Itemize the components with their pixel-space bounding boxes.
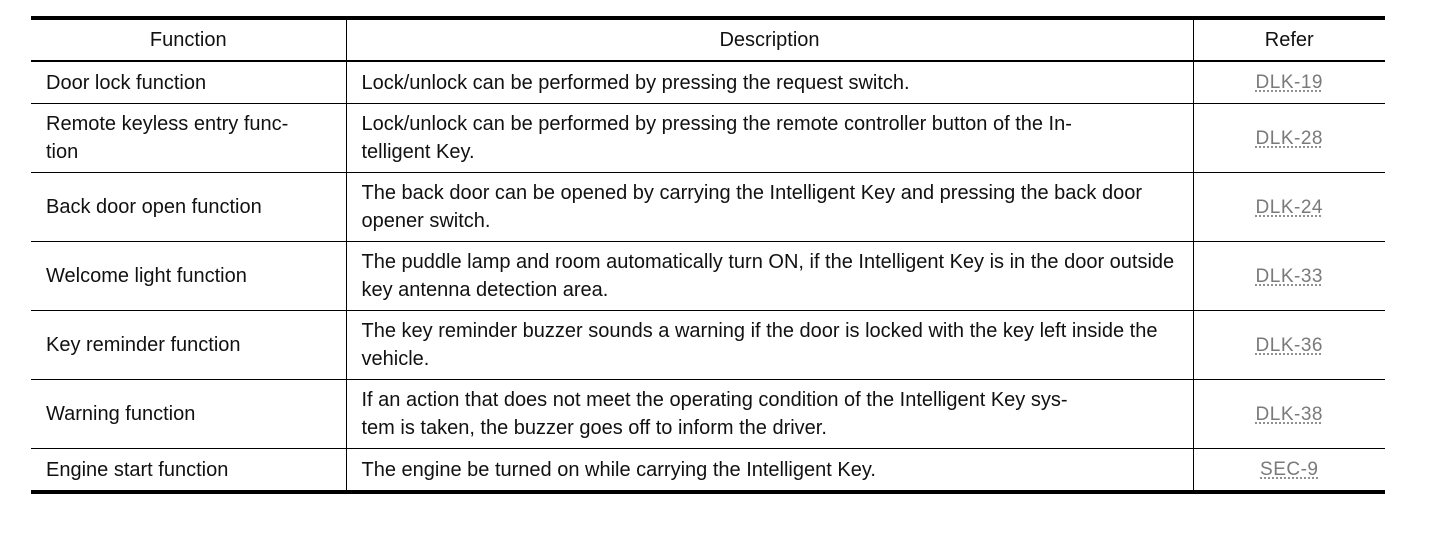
refer-link[interactable]: DLK-28: [1255, 127, 1323, 149]
function-cell: Warning function: [31, 380, 346, 449]
table-row: [31, 449, 1385, 493]
refer-cell: [1193, 242, 1385, 311]
function-cell: Remote keyless entry func- tion: [31, 104, 346, 173]
refer-cell: [1193, 449, 1385, 493]
table-row: [31, 380, 1385, 449]
refer-link[interactable]: SEC-9: [1260, 459, 1319, 480]
description-cell: The engine be turned on while carrying the Intelligent Key.: [346, 449, 1193, 493]
description-cell: If an action that does not meet the operating condition of the Intelligent Key sys- tem is taken, the buzzer goes off to inform the driver.: [346, 380, 1193, 449]
table-row: [31, 61, 1385, 104]
function-table: [31, 16, 1385, 494]
refer-cell: [1193, 61, 1385, 104]
refer-link[interactable]: DLK-24: [1255, 196, 1323, 218]
table-row: [31, 311, 1385, 380]
refer-link[interactable]: DLK-33: [1255, 265, 1323, 287]
refer-cell: [1193, 311, 1385, 380]
function-cell: Key reminder function: [31, 311, 346, 380]
description-cell: The key reminder buzzer sounds a warning if the door is locked with the key left inside the vehicle.: [346, 311, 1193, 380]
refer-cell: [1193, 104, 1385, 173]
refer-link[interactable]: DLK-36: [1255, 334, 1323, 356]
description-column-header: Description: [346, 18, 1193, 61]
description-cell: Lock/unlock can be performed by pressing the remote controller button of the In- telligent Key.: [346, 104, 1193, 173]
function-cell: Welcome light function: [31, 242, 346, 311]
refer-link[interactable]: DLK-19: [1255, 72, 1323, 93]
description-cell: Lock/unlock can be performed by pressing the request switch.: [346, 61, 1193, 104]
table-row: [31, 104, 1385, 173]
function-column-header: Function: [31, 18, 346, 61]
description-cell: The puddle lamp and room automatically turn ON, if the Intelligent Key is in the door outside key antenna detection area.: [346, 242, 1193, 311]
description-cell: The back door can be opened by carrying the Intelligent Key and pressing the back door opener switch.: [346, 173, 1193, 242]
table-row: [31, 242, 1385, 311]
function-cell: Engine start function: [31, 449, 346, 493]
table-header-row: [31, 18, 1385, 61]
refer-cell: [1193, 380, 1385, 449]
refer-link[interactable]: DLK-38: [1255, 403, 1323, 425]
table-row: [31, 173, 1385, 242]
function-cell: Back door open function: [31, 173, 346, 242]
function-cell: Door lock function: [46, 71, 207, 94]
refer-column-header: Refer: [1193, 18, 1385, 61]
refer-cell: [1193, 173, 1385, 242]
